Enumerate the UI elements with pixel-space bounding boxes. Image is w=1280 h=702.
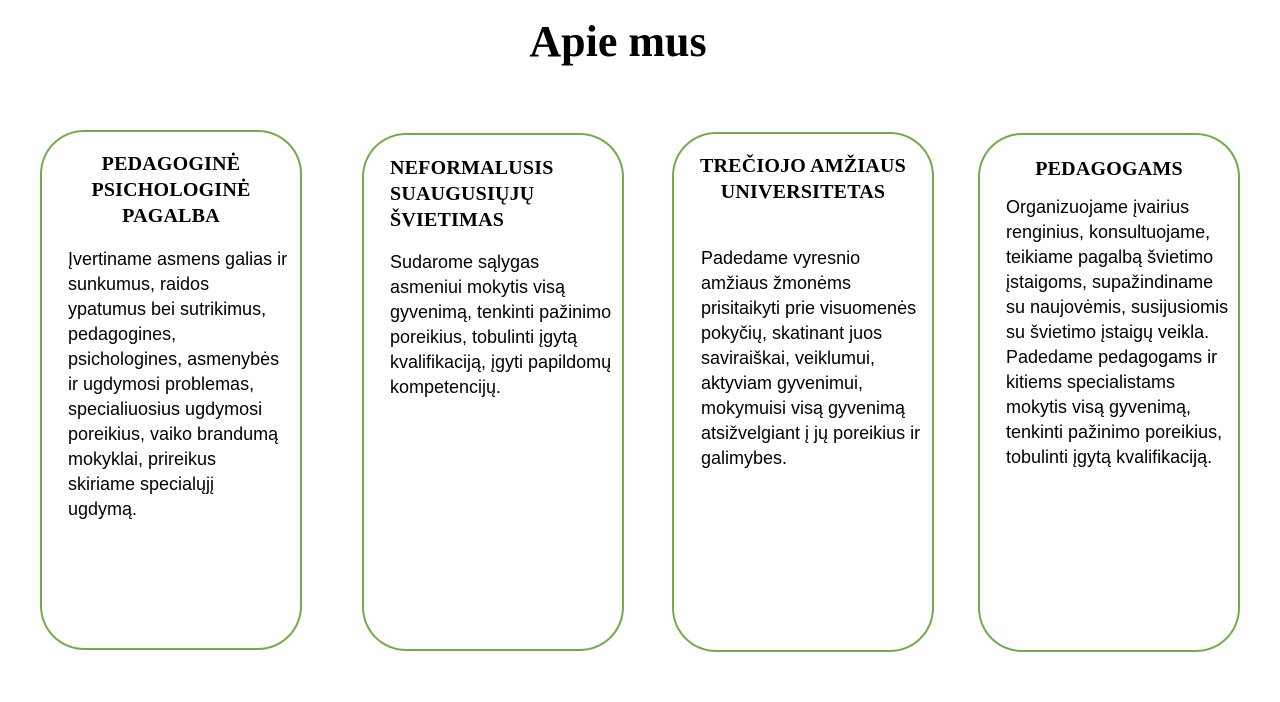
card-heading: TREČIOJO AMŽIAUS UNIVERSITETAS (699, 155, 906, 203)
card-description: Organizuojame įvairius renginius, konsultuojame, teikiame pagalbą švietimo įstaigoms, supažindiname su naujovėmis, susijusiomis su švietimo įstaigų veikla. Padedame pedagogams ir kitiems specialistams mokytis visą gyvenimą, tenkinti pažinimo poreikius, tobulinti įgytą kvalifikaciją. (1006, 197, 1229, 467)
page-title: Apie mus (529, 17, 707, 66)
card-description: Sudarome sąlygas asmeniui mokytis visą gyvenimą, tenkinti pažinimo poreikius, tobulinti įgytą kvalifikaciją, įgyti papildomų kompetencijų. (390, 252, 612, 397)
card-third-age-university (672, 132, 934, 652)
card-pedagogical-psychological-help (40, 130, 302, 650)
card-for-teachers (978, 133, 1240, 652)
card-heading: PEDAGOGAMS (1035, 158, 1183, 180)
card-description: Įvertiname asmens galias ir sunkumus, raidos ypatumus bei sutrikimus, pedagogines, psichologines, asmenybės ir ugdymosi problemas, specialiuosius ugdymosi poreikius, vaiko brandumą mokyklai, prireikus skiriame specialųjį ugdymą. (68, 249, 288, 519)
card-heading: PEDAGOGINĖ PSICHOLOGINĖ PAGALBA (91, 153, 251, 227)
card-non-formal-adult-education (362, 133, 624, 651)
card-heading: NEFORMALUSIS SUAUGUSIŲJŲ ŠVIETIMAS (390, 157, 554, 231)
card-description: Padedame vyresnio amžiaus žmonėms prisitaikyti prie visuomenės pokyčių, skatinant juos saviraiškai, veiklumui, aktyviam gyvenimui, mokymuisi visą gyvenimą atsižvelgiant į jų poreikius ir galimybes. (701, 248, 921, 468)
